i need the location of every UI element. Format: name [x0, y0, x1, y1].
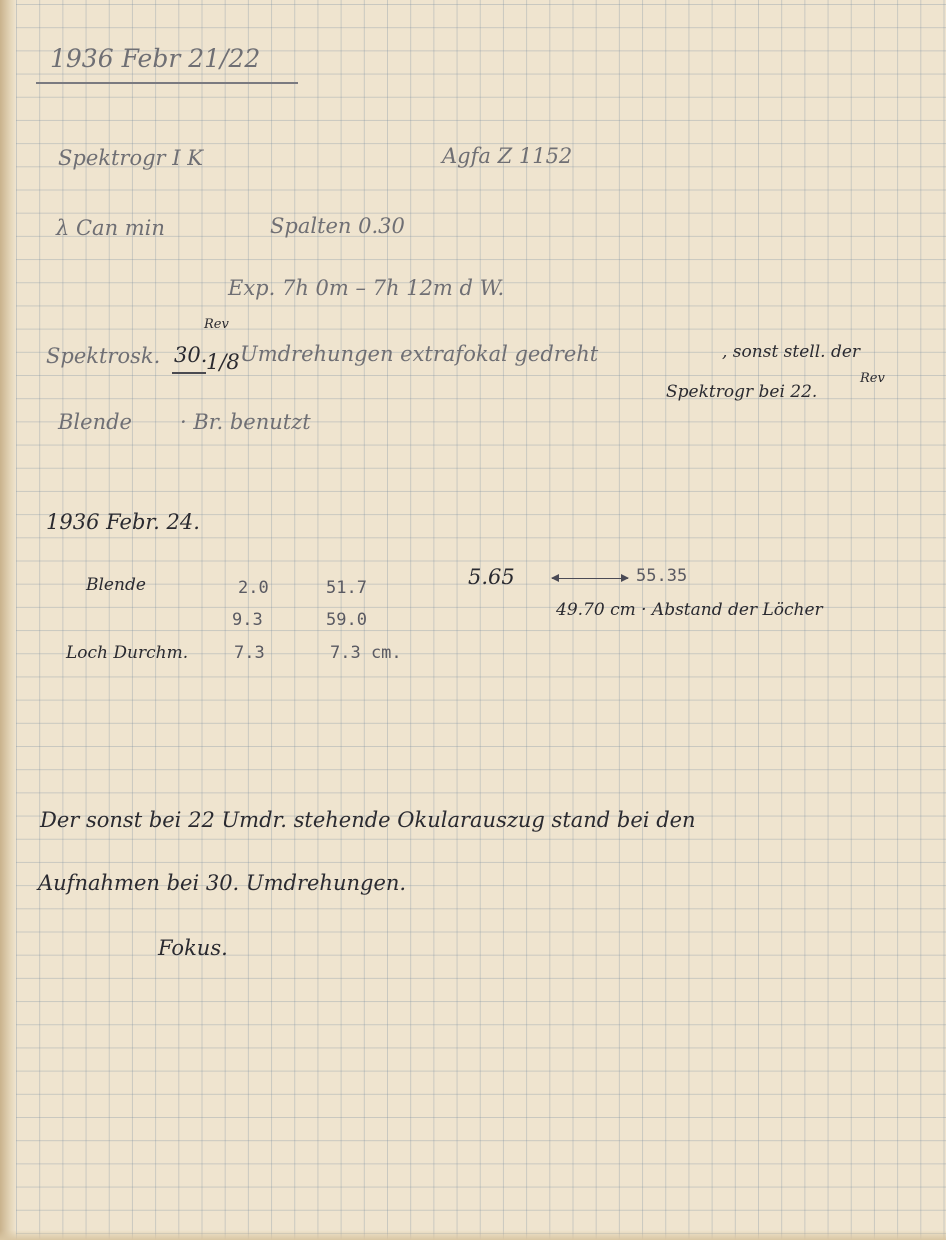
page-bottom-edge: [0, 1230, 946, 1240]
page-binding: [0, 0, 16, 1240]
note-line-2: Aufnahmen bei 30. Umdrehungen.: [38, 871, 407, 895]
note-line-3: Fokus.: [158, 936, 228, 960]
table-cell: 9.3: [232, 610, 263, 630]
slit-label: Spalten 0.30: [270, 214, 405, 238]
table-row-label: Blende: [86, 575, 146, 595]
measure-left: 5.65: [468, 565, 515, 589]
table-cell: 59.0: [326, 610, 367, 630]
spektrogr-bei-text: Spektrogr bei 22.: [666, 382, 818, 402]
header-date: 1936 Febr 21/22: [50, 44, 261, 73]
table-cell: 7.3: [234, 643, 265, 663]
umdrehungen-text: Umdrehungen extrafokal gedreht: [240, 342, 599, 366]
rev-superscript: Rev: [204, 317, 229, 332]
blende-rest: · Br. benutzt: [180, 410, 311, 434]
table-cell: 2.0: [238, 578, 269, 598]
note-line-1: Der sonst bei 22 Umdr. stehende Okularauszug stand bei den: [40, 808, 696, 832]
plate-label: Agfa Z 1152: [442, 144, 573, 168]
blende-label: Blende: [58, 410, 132, 434]
measure-right: 55.35: [636, 566, 688, 586]
table-row-label: Loch Durchm.: [66, 643, 189, 663]
double-arrow-icon: [552, 578, 628, 579]
revolutions-underline: [172, 372, 206, 374]
fraction-value: 1/8: [206, 350, 240, 374]
table-cell: 7.3 cm.: [330, 643, 402, 663]
spectrograph-label: Spektrogr I K: [58, 146, 203, 170]
table-cell: 51.7: [326, 578, 367, 598]
revolutions-value: 30.: [174, 343, 208, 367]
distance-text: 49.70 cm · Abstand der Löcher: [556, 600, 823, 620]
line-label: λ Can min: [56, 216, 165, 240]
rev-superscript-2: Rev: [860, 371, 885, 386]
exposure-label: Exp. 7h 0m – 7h 12m d W.: [228, 276, 505, 300]
header-underline: [36, 82, 298, 84]
sonst-text: , sonst stell. der: [722, 342, 861, 362]
entry2-date: 1936 Febr. 24.: [46, 510, 200, 534]
spektrosk-label: Spektrosk.: [46, 344, 161, 368]
